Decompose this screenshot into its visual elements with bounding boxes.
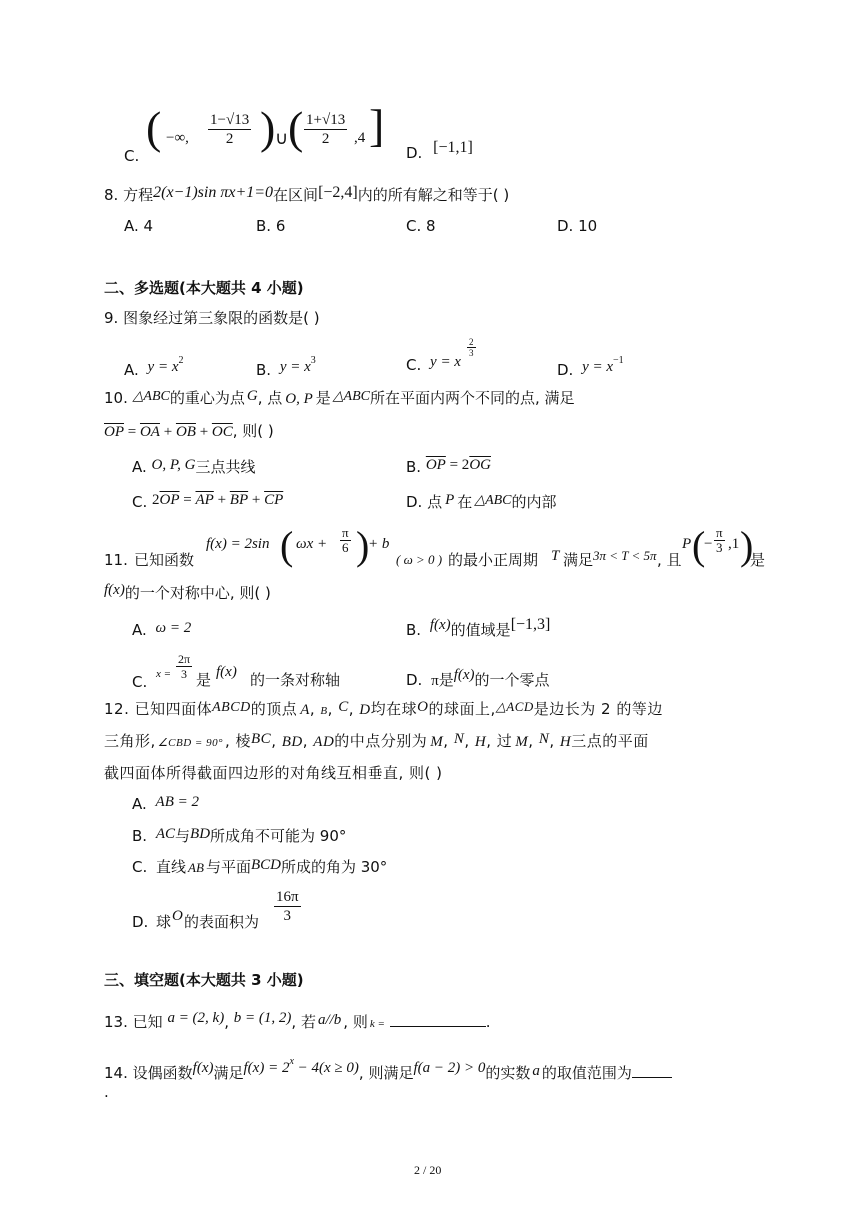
- q11-option-b: B. f(x)的值域是[−1,3]: [406, 616, 551, 639]
- q11-pi-over-6: $\frac{\pi}{6}$: [342, 525, 349, 555]
- q7c-frac1: $\frac{1-√13}{2}$: [210, 112, 250, 147]
- q13-answer-blank[interactable]: [390, 1012, 486, 1027]
- q8-interval: [−2,4]: [318, 184, 358, 201]
- q9-option-a: A. $y = x^2$: [124, 355, 184, 379]
- q7c-neg-inf: −∞,: [166, 130, 189, 146]
- q7c-label: C.: [124, 147, 140, 165]
- q9-stem: 9. 图象经过第三象限的函数是( ): [104, 309, 320, 327]
- q8-option-d: D. 10: [557, 217, 598, 235]
- q7c-paren-open: (: [146, 102, 162, 153]
- q14-trailing-dot: .: [104, 1083, 109, 1101]
- section-3-heading: 三、填空题(本大题共 3 小题): [104, 971, 304, 989]
- q10-option-b: B. $\overline{OP} = 2\overline{OG}$: [406, 457, 491, 476]
- section-2-heading: 二、多选题(本大题共 4 小题): [104, 279, 304, 297]
- q11-stem-line2: f(x)的一个对称中心, 则( ): [104, 582, 271, 602]
- q8-option-b: B. 6: [256, 217, 286, 235]
- q7c-bracket-close: ]: [369, 100, 385, 151]
- q10-option-d: D. 点 P 在 △ABC的内部: [406, 492, 557, 511]
- q7c-paren-close1: ): [260, 102, 276, 153]
- q8-equation: 2(x−1)sin πx+1=0: [153, 184, 274, 201]
- q12-stem-line3: 截四面体所得截面四边形的对角线互相垂直, 则( ): [104, 764, 443, 782]
- q7-option-d: D. [−1,1]: [406, 139, 473, 162]
- q9-option-c: C. y = x $\frac{2}{3}$: [406, 337, 474, 374]
- q11-option-a: A. ω = 2: [132, 620, 192, 639]
- q12-stem-line2: 三角形, ∠CBD = 90° , 棱BC, BD, AD的中点分别为 M, N, H, 过 M, N, H三点的平面: [104, 731, 649, 750]
- q8-option-c: C. 8: [406, 217, 436, 235]
- q12-option-a: A. AB = 2: [132, 794, 199, 813]
- q9-option-d: D. $y = x^{-1}$: [557, 355, 624, 379]
- q11c-fraction: $\frac{2\pi}{3}$: [178, 652, 191, 681]
- q11-pi-over-3: $\frac{\pi}{3}$: [716, 525, 723, 555]
- q10-stem-line1: 10. △ABC的重心为点 G, 点 O, P 是 △ABC所在平面内两个不同的点, 满足: [104, 388, 575, 407]
- q12d-fraction: $\frac{16\pi}{3}$: [276, 889, 299, 924]
- q10-stem-line2: $\overline{OP} = \overline{OA} + \overline{OB} + \overline{OC}$, 则( ): [104, 422, 274, 440]
- q8-option-a: A. 4: [124, 217, 154, 235]
- q7d-expr: [−1,1]: [433, 139, 473, 156]
- q14-stem: 14. 设偶函数f(x)满足$f(x) = 2^x - 4(x \ge 0)$, 则满足f(a − 2) > 0的实数 a 的取值范围为: [104, 1058, 672, 1084]
- q7c-tail: ,4: [354, 130, 366, 146]
- q7c-union: ∪: [275, 128, 289, 148]
- q13-stem: 13. 已知 a = (2, k), b = (1, 2), 若 a//b , 则 k = .: [104, 1010, 491, 1031]
- q14-answer-blank[interactable]: [632, 1063, 672, 1078]
- q13-vector-a: a = (2, k): [167, 1010, 225, 1026]
- q7c-frac2: $\frac{1+√13}{2}$: [306, 112, 346, 147]
- q8-stem: 8. 方程2(x−1)sin πx+1=0在区间[−2,4]内的所有解之和等于( ): [104, 184, 510, 204]
- q10-option-a: A. O, P, G三点共线: [132, 457, 256, 476]
- q13-vector-b: b = (1, 2): [233, 1010, 292, 1026]
- q9c-exponent: $\frac{2}{3}$: [469, 337, 474, 358]
- q11-option-d: D. π是f(x)的一个零点: [406, 667, 550, 689]
- page-number: 2 / 20: [414, 1163, 442, 1177]
- q12-option-c: C. 直线 AB 与平面BCD所成的角为 30°: [132, 857, 388, 876]
- q10-option-c: C. $2\overline{OP} = \overline{AP} + \overline{BP} + \overline{CP}$: [132, 492, 284, 511]
- q7c-paren-open2: (: [288, 102, 304, 153]
- q12-stem-line1: 12. 已知四面体ABCD的顶点 A, B, C, D均在球O的球面上,△ACD是边长为 2 的等边: [104, 699, 663, 718]
- q12-option-b: B. AC与BD所成角不可能为 90°: [132, 826, 347, 845]
- q9-option-b: B. $y = x^3$: [256, 355, 316, 379]
